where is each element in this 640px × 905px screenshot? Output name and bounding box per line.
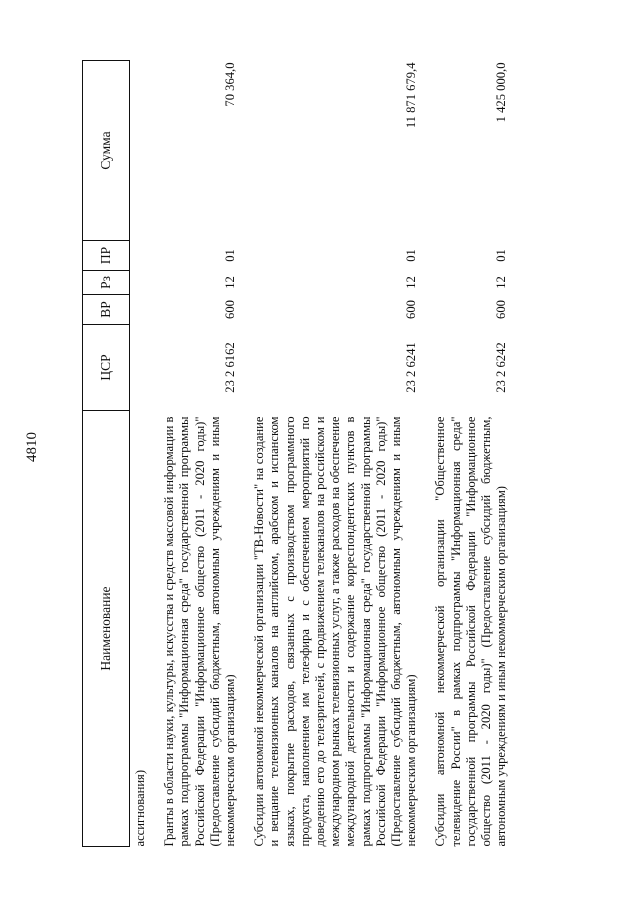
row-pr: 01 bbox=[404, 249, 419, 262]
continuation-row bbox=[130, 61, 149, 847]
budget-table bbox=[82, 60, 509, 847]
header-pr: ПР bbox=[83, 241, 130, 271]
row-vr: 600 bbox=[404, 300, 419, 319]
row-csr: 23 2 6242 bbox=[494, 342, 509, 393]
row-name: Гранты в области науки, культуры, искусства и средств массовой информации в рамках подпрограммы "Информационная среда" государственной программы Российской Федерации "Информационное общество (2011 - 2020 годы)" (Предоставление субсидий бюджетным, автономным учреждениям и иным некоммерческим организациям) bbox=[162, 416, 238, 847]
row-sum: 1 425 000,0 bbox=[494, 62, 509, 123]
row-name: Субсидии автономной некоммерческой организации "Общественное телевидение России" в рамках подпрограммы "Информационная среда" государственной программы Российской Федерации "Информационное общество (2011 - 2020 годы)" (Предоставление субсидий бюджетным, автономным учреждениям и иным некоммерческим организациям) bbox=[433, 416, 509, 847]
header-name: Наименование bbox=[83, 411, 130, 847]
table-row bbox=[238, 61, 419, 847]
row-rz: 12 bbox=[494, 276, 509, 289]
row-pr: 01 bbox=[494, 249, 509, 262]
row-vr: 600 bbox=[494, 300, 509, 319]
row-name: Субсидии автономной некоммерческой организации "ТВ-Новости" на создание и вещание телевизионных каналов на английском, арабском и испанском языках, покрытие расходов, связанных с производством программного продукта, наполнением им телеэфира и с обеспечением мероприятий по доведению его до телезрителей, с продвижением телеканалов на российском и международном рынках телевизионных услуг, а также расходов на обеспечение международной деятельности и содержание корреспондентских пунктов в рамках подпрограммы "Информационная среда" государственной программы Российской Федерации "Информационное общество (2011 - 2020 годы)" (Предоставление субсидий бюджетным, автономным учреждениям и иным некоммерческим организациям) bbox=[252, 416, 419, 847]
row-vr: 600 bbox=[223, 300, 238, 319]
row-csr: 23 2 6162 bbox=[223, 342, 238, 393]
row-rz: 12 bbox=[223, 276, 238, 289]
header-rz: Рз bbox=[83, 271, 130, 295]
row-rz: 12 bbox=[404, 276, 419, 289]
row-sum: 70 364,0 bbox=[223, 62, 238, 107]
header-vr: ВР bbox=[83, 295, 130, 325]
rotated-page bbox=[24, 47, 602, 847]
row-csr: 23 2 6241 bbox=[404, 342, 419, 393]
continuation-text: ассигнования) bbox=[133, 769, 147, 847]
header-sum: Сумма bbox=[83, 61, 130, 241]
page-number: 4810 bbox=[24, 432, 40, 462]
table-row bbox=[148, 61, 238, 847]
header-csr: ЦСР bbox=[83, 325, 130, 411]
row-pr: 01 bbox=[223, 249, 238, 262]
row-sum: 11 871 679,4 bbox=[404, 62, 419, 129]
table-row bbox=[419, 61, 509, 847]
table-header-row bbox=[83, 61, 130, 847]
